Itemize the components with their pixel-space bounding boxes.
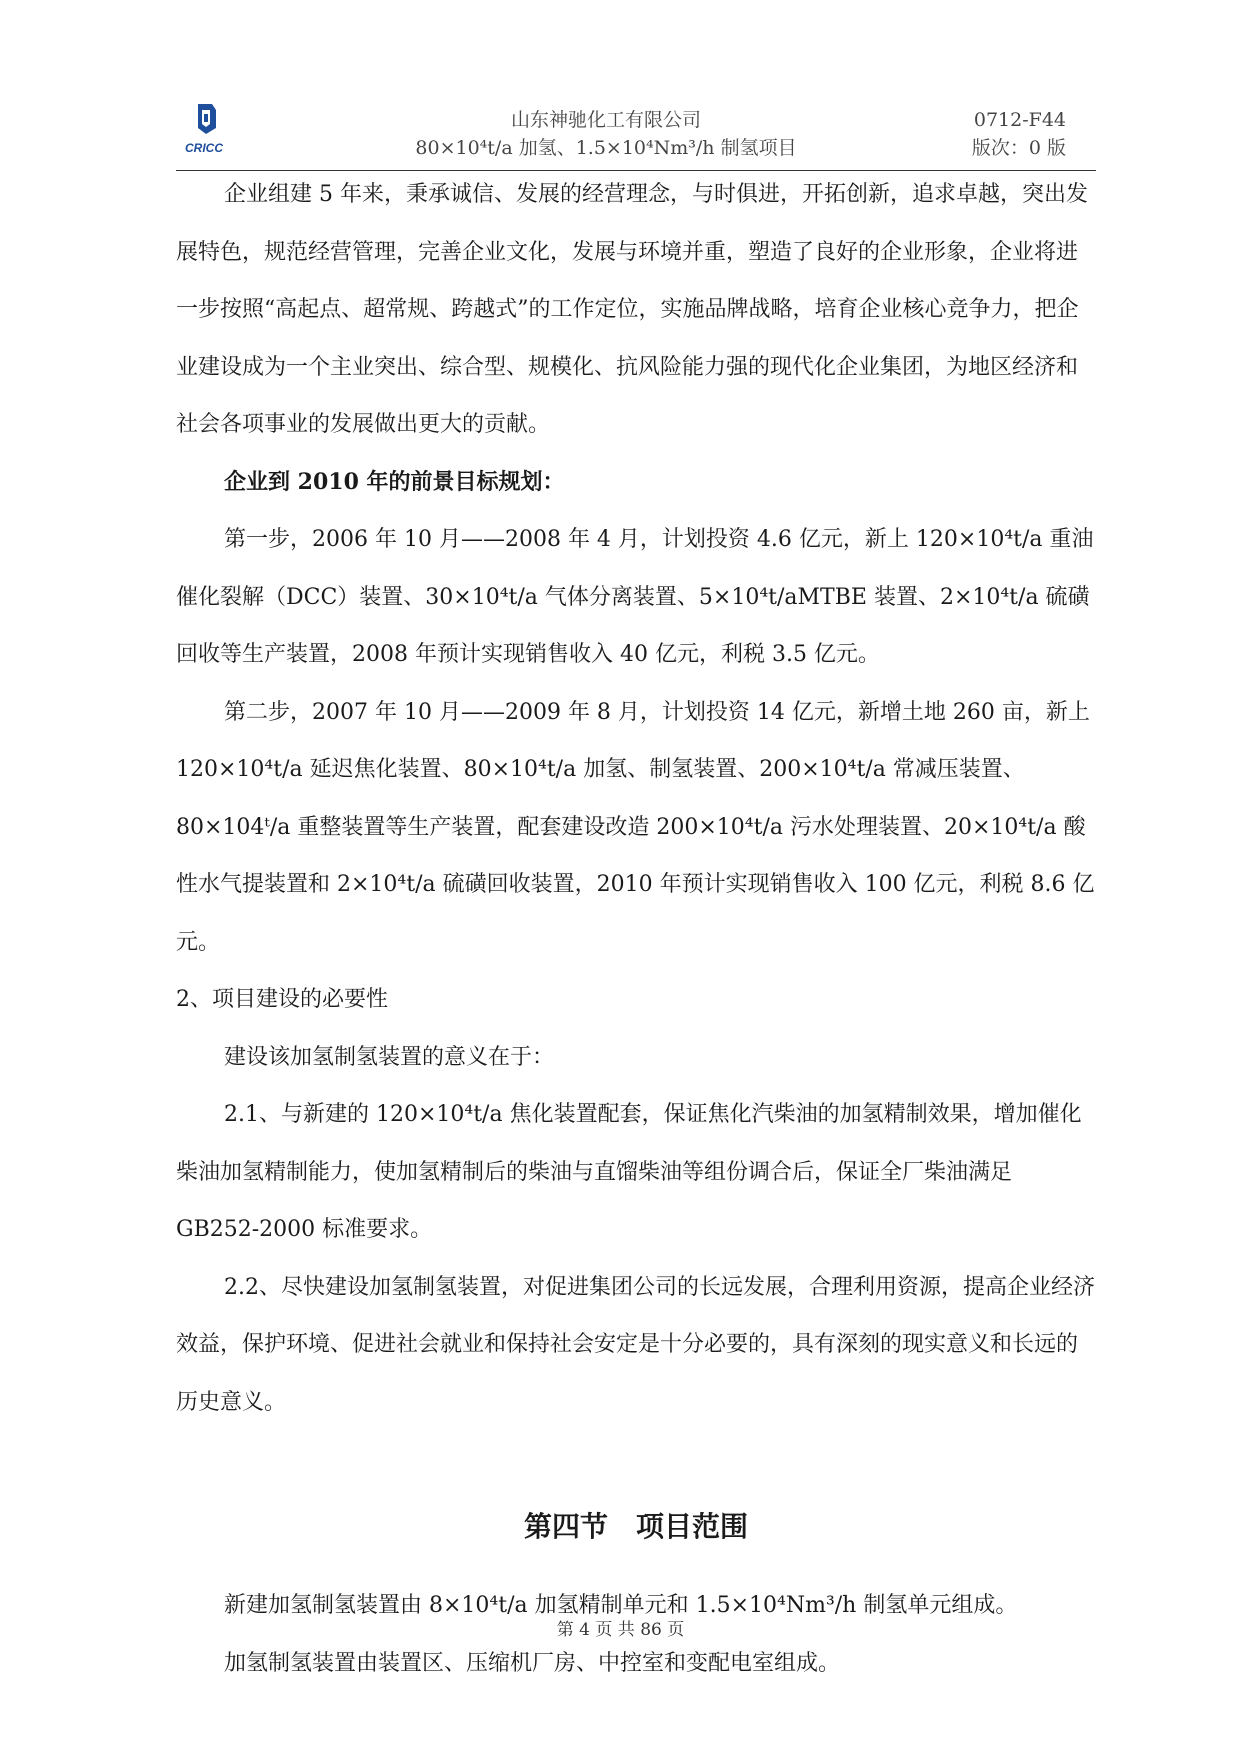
- version: 版次：0 版: [971, 137, 1066, 159]
- paragraph-step-one: 第一步，2006 年 10 月——2008 年 4 月，计划投资 4.6 亿元，新上 120×10⁴t/a 重油催化裂解（DCC）装置、30×10⁴t/a 气体分离装置、5×10⁴t/aMTBE 装置、2×10⁴t/a 硫磺回收等生产装置，2008 年预计实现销售收入 40 亿元，利税 3.5 亿元。: [176, 527, 1094, 667]
- logo-text: CRICC: [185, 141, 223, 155]
- company-name: 山东神驰化工有限公司: [510, 109, 701, 131]
- header-meta: [906, 106, 1066, 162]
- doc-code: 0712-F44: [973, 109, 1066, 131]
- cricc-logo: [182, 100, 232, 160]
- paragraph-step-two: 第二步，2007 年 10 月——2009 年 8 月，计划投资 14 亿元，新增土地 260 亩，新上 120×10⁴t/a 延迟焦化装置、80×10⁴t/a 加氢、制氢装置、200×10⁴t/a 常减压装置、80×104ᵗ/a 重整装置等生产装置，配套建设改造 200×10⁴t/a 污水处理装置、20×10⁴t/a 酸性水气提装置和 2×10⁴t/a 硫磺回收装置，2010 年预计实现销售收入 100 亿元，利税 8.6 亿元。: [176, 699, 1095, 955]
- paragraph-goal-heading: 企业到 2010 年的前景目标规划：: [224, 468, 565, 495]
- page-footer: 第 4 页 共 86 页: [556, 1620, 685, 1640]
- page-header: [176, 100, 1096, 170]
- project-name: 80×10⁴t/a 加氢、1.5×10⁴Nm³/h 制氢项目: [415, 137, 797, 159]
- header-title: [396, 106, 816, 162]
- document-body: [176, 166, 1096, 1692]
- paragraph-significance: 建设该加氢制氢装置的意义在于：: [224, 1044, 555, 1070]
- section-title: 第四节 项目范围: [523, 1510, 748, 1543]
- paragraph-scope-2: 加氢制氢装置由装置区、压缩机厂房、中控室和变配电室组成。: [224, 1650, 841, 1676]
- paragraph-company-vision: 企业组建 5 年来，秉承诚信、发展的经营理念，与时俱进，开拓创新，追求卓越，突出发展特色，规范经营管理，完善企业文化，发展与环境并重，塑造了良好的企业形象，企业将进一步按照“高起点、超常规、跨越式”的工作定位，实施品牌战略，培育企业核心竞争力，把企业建设成为一个主业突出、综合型、规模化、抗风险能力强的现代化企业集团，为地区经济和社会各项事业的发展做出更大的贡献。: [176, 182, 1088, 437]
- paragraph-point-2-1: 2.1、与新建的 120×10⁴t/a 焦化装置配套，保证焦化汽柴油的加氢精制效果，增加催化柴油加氢精制能力，使加氢精制后的柴油与直馏柴油等组份调合后，保证全厂柴油满足 GB252-2000 标准要求。: [176, 1102, 1082, 1242]
- paragraph-scope-1: 新建加氢制氢装置由 8×10⁴t/a 加氢精制单元和 1.5×10⁴Nm³/h 制氢单元组成。: [224, 1593, 1018, 1618]
- paragraph-necessity-heading: 2、项目建设的必要性: [176, 987, 388, 1012]
- paragraph-point-2-2: 2.2、尽快建设加氢制氢装置，对促进集团公司的长远发展，合理利用资源，提高企业经济效益，保护环境、促进社会就业和保持社会安定是十分必要的，具有深刻的现实意义和长远的历史意义。: [176, 1274, 1095, 1415]
